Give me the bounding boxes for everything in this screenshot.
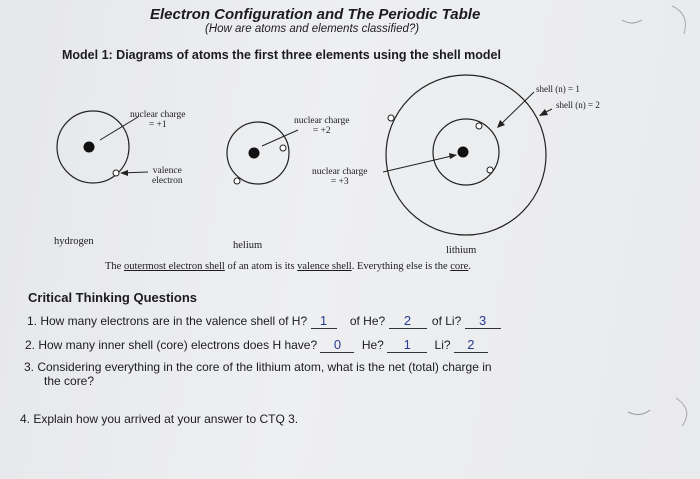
question-3-line2: the core? <box>44 374 95 388</box>
valence-electron-label <box>152 166 183 186</box>
arrowhead-icon <box>120 170 128 176</box>
sentence-text: The <box>105 261 124 272</box>
sentence-text: . Everything else is the <box>351 261 451 272</box>
helium-charge-pointer <box>262 130 298 146</box>
question-3-line1: 3. Considering everything in the core of the lithium atom, what is the net (total) charge in <box>24 360 492 374</box>
he-label: of He? <box>349 314 386 328</box>
term-core: core <box>450 261 469 272</box>
valence-definition <box>105 261 471 272</box>
ctq-heading: Critical Thinking Questions <box>28 290 198 305</box>
scribble-mark <box>628 410 650 415</box>
nuclear-charge-value: = +1 <box>148 120 167 130</box>
valence-text: valence <box>152 166 182 176</box>
answer-li-valence[interactable]: 3 <box>465 313 501 329</box>
li-label: Li? <box>434 338 451 352</box>
lithium-charge-label <box>312 167 367 187</box>
lithium-nucleus <box>458 147 469 158</box>
lithium-atom <box>383 75 552 235</box>
shell1-label: shell (n) = 1 <box>536 84 580 94</box>
question-4: 4. Explain how you arrived at your answer to CTQ 3. <box>20 412 299 426</box>
hydrogen-charge-label <box>130 110 185 130</box>
answer-h-valence[interactable]: 1 <box>311 313 337 329</box>
nuclear-charge-text: nuclear charge <box>130 110 186 120</box>
helium-electron <box>280 145 286 151</box>
li-label: of Li? <box>431 314 462 328</box>
model-heading: Model 1: Diagrams of atoms the first three elements using the shell model <box>62 48 501 62</box>
question-text: 2. How many inner shell (core) electrons does H have? <box>25 338 318 352</box>
helium-charge-label <box>294 116 349 136</box>
shell1-pointer <box>498 92 534 127</box>
question-2 <box>25 337 488 353</box>
answer-he-core[interactable]: 1 <box>387 337 427 353</box>
scribble-mark <box>676 398 687 426</box>
nuclear-charge-value: = +2 <box>312 126 331 136</box>
hydrogen-name: hydrogen <box>54 236 94 247</box>
answer-li-core[interactable]: 2 <box>454 337 488 353</box>
nuclear-charge-text: nuclear charge <box>312 167 368 177</box>
lithium-charge-pointer <box>383 155 456 172</box>
helium-atom <box>227 122 298 184</box>
lithium-valence-electron <box>388 115 394 121</box>
he-label: He? <box>361 338 384 352</box>
question-1 <box>27 313 501 329</box>
term-valence-shell: valence shell <box>297 261 352 272</box>
answer-h-core[interactable]: 0 <box>320 337 354 353</box>
page-subtitle: (How are atoms and elements classified?) <box>205 23 420 35</box>
lithium-electron <box>487 167 493 173</box>
nuclear-charge-value: = +3 <box>330 177 349 187</box>
lithium-name: lithium <box>446 245 477 256</box>
nuclear-charge-text: nuclear charge <box>294 116 350 126</box>
answer-he-valence[interactable]: 2 <box>389 313 427 329</box>
term-outermost-shell: outermost electron shell <box>123 261 225 272</box>
scribble-mark <box>622 20 642 23</box>
helium-name: helium <box>233 240 263 251</box>
sentence-text: of an atom is its <box>224 261 298 272</box>
hydrogen-nucleus <box>84 142 95 153</box>
scribble-mark <box>672 6 686 34</box>
helium-electron <box>234 178 240 184</box>
hydrogen-electron <box>113 170 119 176</box>
arrowhead-icon <box>449 153 457 159</box>
electron-text: electron <box>152 176 183 186</box>
shell2-label: shell (n) = 2 <box>556 100 600 110</box>
arrowhead-icon <box>539 109 548 116</box>
sentence-text: . <box>468 261 471 272</box>
page-title: Electron Configuration and The Periodic Table <box>150 6 481 23</box>
helium-nucleus <box>249 148 260 159</box>
lithium-electron <box>476 123 482 129</box>
question-text: 1. How many electrons are in the valence shell of H? <box>27 314 308 328</box>
